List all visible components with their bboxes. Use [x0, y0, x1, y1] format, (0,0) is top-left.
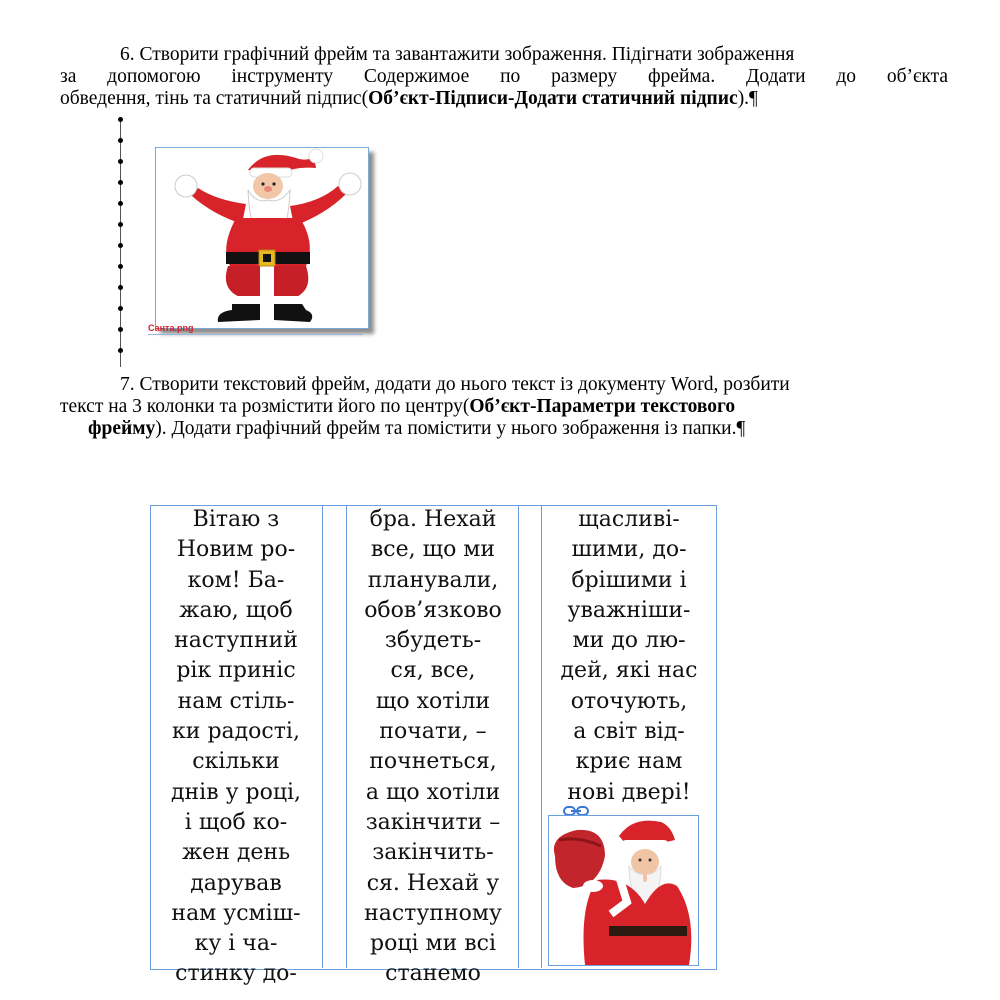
column-line: жен день: [181, 840, 291, 866]
column-line: закінчити –: [365, 809, 501, 835]
column-line: дарував: [190, 870, 282, 896]
column-line: почнеться,: [369, 749, 497, 775]
column-line: ся, все,: [390, 658, 476, 684]
column-line: і щоб ко-: [184, 809, 288, 835]
column-line: скільки: [192, 749, 280, 775]
column-line: ку і ча-: [194, 931, 278, 957]
item-7-menu-path: Об’єкт-Параметри текстового: [469, 396, 736, 417]
column-line: почати, –: [379, 719, 487, 745]
item-6-line-2: за допомогою інструменту Содержимое по размеру фрейма. Додати до об’єкта: [60, 66, 948, 87]
column-line: ки радості,: [172, 719, 300, 745]
item-6-line-3: [60, 88, 758, 109]
column-line: збудеть-: [384, 628, 482, 654]
column-line: році ми всі: [369, 931, 497, 957]
column-line: закінчить-: [372, 840, 494, 866]
caption-underline: [148, 334, 363, 335]
column-line: обов’язково: [364, 597, 502, 623]
item-7-menu-path-end: фрейму: [88, 418, 156, 439]
column-line: планували,: [367, 567, 499, 593]
column-line: бра. Нехай: [369, 507, 497, 532]
column-line: ся. Нехай у: [366, 870, 500, 896]
column-line: нам стіль-: [177, 688, 295, 714]
text-column-1: [148, 505, 324, 987]
column-line: щасливі-: [578, 507, 680, 532]
column-line: уважніши-: [567, 597, 691, 623]
item-7-line-1: 7. Створити текстовий фрейм, додати до нього текст із документу Word, розбити: [120, 374, 790, 395]
anchor-markers: [117, 117, 125, 367]
item-6-line-3-end: ).¶: [737, 88, 758, 109]
item-7-line-3: [88, 418, 745, 439]
santa-photo-image: [549, 816, 698, 965]
graphic-frame-santa-photo[interactable]: [548, 815, 699, 966]
item-7-line-2-text: текст на 3 колонки та розмістити його по центру(: [60, 396, 470, 417]
column-line: наступному: [364, 900, 502, 926]
column-line: наступний: [174, 628, 298, 654]
column-line: Вітаю з: [192, 507, 280, 532]
item-6-line-1: 6. Створити графічний фрейм та завантажити зображення. Підігнати зображення: [120, 44, 795, 65]
column-line: жаю, щоб: [179, 597, 293, 623]
frame-caption: Санта.png: [148, 323, 194, 333]
item-6-menu-path: Об’єкт-Підписи-Додати статичний підпис: [368, 88, 738, 109]
column-line: а світ від-: [573, 719, 685, 745]
column-line: що хотіли: [375, 688, 491, 714]
column-line: криє нам: [575, 749, 683, 775]
column-line: ми до лю-: [572, 628, 686, 654]
item-7-line-2: [60, 396, 735, 417]
column-line: нові двері!: [567, 779, 691, 805]
item-6-line-3-text: обведення, тінь та статичний підпис(: [60, 88, 369, 109]
column-line: оточують,: [570, 688, 688, 714]
column-line: рік приніс: [176, 658, 296, 684]
column-line: дей, які нас: [560, 658, 698, 684]
column-line: а що хотіли: [365, 779, 501, 805]
text-column-2: [345, 505, 521, 987]
column-line: брішими і: [571, 567, 687, 593]
column-line: все, що ми: [370, 537, 496, 563]
column-line: шими, до-: [571, 537, 687, 563]
santa-cartoon-image: [156, 148, 368, 328]
column-line: ком! Ба-: [187, 567, 285, 593]
graphic-frame-santa[interactable]: [155, 147, 369, 329]
item-7-line-3-text: ). Додати графічний фрейм та помістити у нього зображення із папки.¶: [155, 418, 746, 439]
column-line: нам усміш-: [171, 900, 301, 926]
column-line: станемо: [385, 961, 481, 987]
column-line: днів у році,: [170, 779, 302, 805]
column-line: Новим ро-: [176, 537, 296, 563]
column-line: стинку до-: [175, 961, 297, 987]
